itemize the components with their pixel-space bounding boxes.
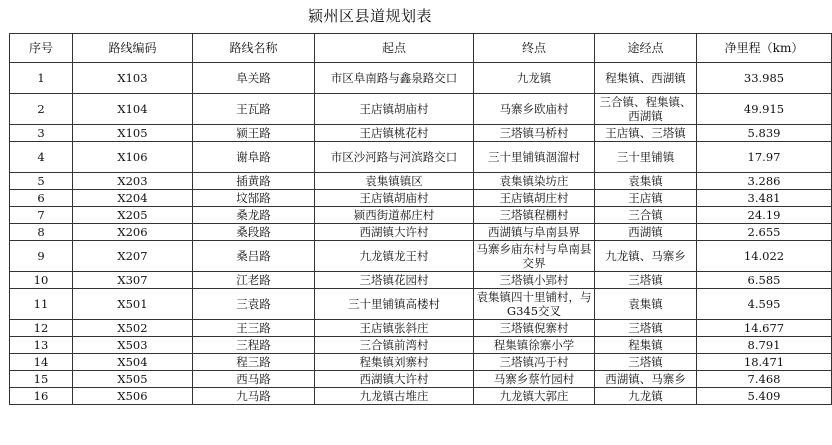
cell-end-point: 程集镇徐寨小学 [474,337,595,354]
document-title: 颍州区县道规划表 [307,7,432,25]
cell-net-mileage: 49.915 [697,94,832,125]
cell-route-code: X501 [73,289,193,320]
cell-net-mileage: 3.286 [697,173,832,190]
cell-net-mileage: 14.677 [697,320,832,337]
cell-end-point: 马寨乡欧庙村 [474,94,595,125]
cell-route-code: X502 [73,320,193,337]
cell-net-mileage: 3.481 [697,190,832,207]
header-route-name: 路线名称 [193,34,315,63]
cell-seq: 12 [10,320,73,337]
header-end-point: 终点 [474,34,595,63]
cell-route-code: X205 [73,207,193,224]
cell-end-point: 三塔镇倪寨村 [474,320,595,337]
cell-start-point: 王店镇胡庙村 [315,190,474,207]
cell-seq: 11 [10,289,73,320]
cell-via-points: 三十里铺镇 [595,142,697,173]
cell-route-code: X505 [73,371,193,388]
cell-seq: 14 [10,354,73,371]
cell-end-point: 袁集镇染坊庄 [474,173,595,190]
table-row [10,207,832,224]
cell-seq: 8 [10,224,73,241]
cell-route-code: X203 [73,173,193,190]
cell-start-point: 袁集镇镇区 [315,173,474,190]
cell-seq: 3 [10,125,73,142]
cell-route-name: 三程路 [193,337,315,354]
cell-route-name: 桑龙路 [193,207,315,224]
cell-start-point: 王店镇胡庙村 [315,94,474,125]
table-row [10,371,832,388]
header-route-code: 路线编码 [73,34,193,63]
cell-via-points: 袁集镇 [595,289,697,320]
cell-route-name: 九马路 [193,388,315,405]
cell-start-point: 程集镇刘寨村 [315,354,474,371]
cell-end-point: 袁集镇四十里铺村，与G345交叉 [474,289,595,320]
cell-end-point: 马寨乡蔡竹园村 [474,371,595,388]
cell-via-points: 三塔镇 [595,354,697,371]
cell-route-name: 三袁路 [193,289,315,320]
cell-route-name: 西马路 [193,371,315,388]
cell-route-name: 程三路 [193,354,315,371]
cell-route-code: X503 [73,337,193,354]
cell-via-points: 西湖镇 [595,224,697,241]
header-via-points: 途经点 [595,34,697,63]
cell-via-points: 三塔镇 [595,272,697,289]
cell-end-point: 三塔镇程棚村 [474,207,595,224]
cell-route-code: X506 [73,388,193,405]
cell-via-points: 三合镇 [595,207,697,224]
table-row [10,241,832,272]
cell-route-name: 桑段路 [193,224,315,241]
cell-net-mileage: 5.839 [697,125,832,142]
cell-net-mileage: 2.655 [697,224,832,241]
cell-start-point: 三十里铺镇高楼村 [315,289,474,320]
cell-seq: 16 [10,388,73,405]
cell-route-name: 桑吕路 [193,241,315,272]
header-net-mileage: 净里程（km） [697,34,832,63]
cell-start-point: 西湖镇大许村 [315,371,474,388]
cell-route-code: X104 [73,94,193,125]
table-row [10,289,832,320]
cell-via-points: 王店镇 [595,190,697,207]
county-road-table [9,33,832,405]
table-row [10,388,832,405]
table-row [10,337,832,354]
cell-net-mileage: 8.791 [697,337,832,354]
cell-start-point: 市区沙河路与河滨路交口 [315,142,474,173]
cell-route-code: X307 [73,272,193,289]
header-start-point: 起点 [315,34,474,63]
cell-start-point: 市区阜南路与鑫泉路交口 [315,63,474,94]
cell-net-mileage: 14.022 [697,241,832,272]
cell-route-name: 谢阜路 [193,142,315,173]
table-row [10,190,832,207]
cell-net-mileage: 24.19 [697,207,832,224]
cell-start-point: 三塔镇花园村 [315,272,474,289]
table-row [10,354,832,371]
cell-via-points: 王店镇、三塔镇 [595,125,697,142]
cell-net-mileage: 18.471 [697,354,832,371]
cell-route-code: X206 [73,224,193,241]
cell-start-point: 王店镇张斜庄 [315,320,474,337]
cell-route-name: 颍王路 [193,125,315,142]
cell-route-name: 插黄路 [193,173,315,190]
cell-via-points: 西湖镇、马寨乡 [595,371,697,388]
cell-route-code: X105 [73,125,193,142]
cell-via-points: 三合镇、程集镇、西湖镇 [595,94,697,125]
cell-route-name: 坟郜路 [193,190,315,207]
cell-route-name: 阜关路 [193,63,315,94]
cell-via-points: 九龙镇 [595,388,697,405]
cell-route-code: X106 [73,142,193,173]
cell-seq: 7 [10,207,73,224]
cell-seq: 5 [10,173,73,190]
table-row [10,94,832,125]
cell-route-code: X504 [73,354,193,371]
table-row [10,63,832,94]
cell-end-point: 三塔镇冯于村 [474,354,595,371]
cell-route-code: X103 [73,63,193,94]
cell-end-point: 三塔镇马桥村 [474,125,595,142]
cell-route-code: X204 [73,190,193,207]
cell-via-points: 袁集镇 [595,173,697,190]
cell-end-point: 九龙镇 [474,63,595,94]
cell-net-mileage: 5.409 [697,388,832,405]
table-row [10,125,832,142]
cell-route-name: 王三路 [193,320,315,337]
table-body [10,63,832,405]
cell-seq: 6 [10,190,73,207]
table-row [10,272,832,289]
cell-route-name: 江老路 [193,272,315,289]
cell-seq: 4 [10,142,73,173]
cell-seq: 2 [10,94,73,125]
cell-route-code: X207 [73,241,193,272]
cell-end-point: 九龙镇大郭庄 [474,388,595,405]
table-header-row [10,34,832,63]
cell-via-points: 九龙镇、马寨乡 [595,241,697,272]
cell-start-point: 三合镇前湾村 [315,337,474,354]
cell-start-point: 王店镇桃花村 [315,125,474,142]
cell-net-mileage: 4.595 [697,289,832,320]
cell-seq: 9 [10,241,73,272]
cell-net-mileage: 33.985 [697,63,832,94]
cell-start-point: 西湖镇大许村 [315,224,474,241]
cell-net-mileage: 17.97 [697,142,832,173]
cell-end-point: 王店镇胡庄村 [474,190,595,207]
cell-seq: 10 [10,272,73,289]
cell-via-points: 程集镇 [595,337,697,354]
header-seq: 序号 [10,34,73,63]
cell-via-points: 程集镇、西湖镇 [595,63,697,94]
table-row [10,224,832,241]
cell-start-point: 九龙镇龙王村 [315,241,474,272]
cell-net-mileage: 7.468 [697,371,832,388]
cell-start-point: 颍西街道郝庄村 [315,207,474,224]
cell-route-name: 王瓦路 [193,94,315,125]
table-row [10,173,832,190]
table-row [10,320,832,337]
cell-via-points: 三塔镇 [595,320,697,337]
cell-seq: 1 [10,63,73,94]
cell-seq: 15 [10,371,73,388]
cell-end-point: 马寨乡庙东村与阜南县交界 [474,241,595,272]
cell-end-point: 三十里铺镇涸溜村 [474,142,595,173]
cell-seq: 13 [10,337,73,354]
cell-net-mileage: 6.585 [697,272,832,289]
cell-end-point: 三塔镇小郢村 [474,272,595,289]
table-row [10,142,832,173]
cell-end-point: 西湖镇与阜南县界 [474,224,595,241]
cell-start-point: 九龙镇古堆庄 [315,388,474,405]
